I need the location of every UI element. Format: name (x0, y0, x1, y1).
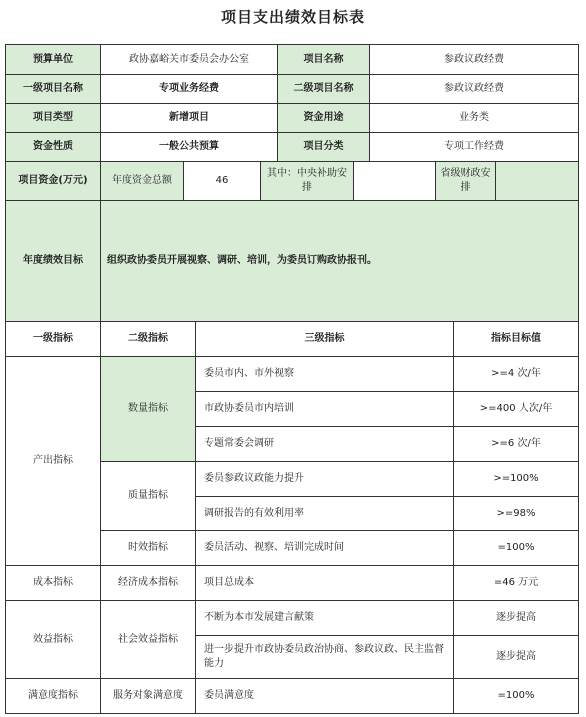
level2-project-value: 参政议政经费 (369, 74, 579, 104)
group-satisfaction: 满意度指标 (5, 678, 101, 714)
indicator-target: =46 万元 (453, 565, 579, 601)
fund-use-value: 业务类 (369, 103, 579, 133)
header-level2: 二级指标 (100, 321, 196, 357)
group-quantity: 数量指标 (100, 356, 196, 462)
project-name-label: 项目名称 (277, 44, 370, 75)
central-subsidy-label: 其中：中央补助安排 (260, 161, 354, 201)
indicator-name: 专题常委会调研 (195, 426, 454, 462)
group-quality: 质量指标 (100, 461, 196, 531)
indicator-name: 委员活动、视察、培训完成时间 (195, 530, 454, 566)
group-service-satisfaction: 服务对象满意度 (100, 678, 196, 714)
project-type-label: 项目类型 (5, 103, 101, 133)
group-social-benefit: 社会效益指标 (100, 600, 196, 679)
budget-unit-value: 政协嘉峪关市委员会办公室 (100, 44, 278, 75)
header-level3: 三级指标 (195, 321, 454, 357)
indicator-target: >=98% (453, 496, 579, 531)
indicator-target: >=4 次/年 (453, 356, 579, 392)
level2-project-label: 二级项目名称 (277, 74, 370, 104)
fund-use-label: 资金用途 (277, 103, 370, 133)
group-economic-cost: 经济成本指标 (100, 565, 196, 601)
annual-goal-text: 组织政协委员开展视察、调研、培训，为委员订购政协报刊。 (100, 200, 579, 322)
group-output: 产出指标 (5, 356, 101, 566)
project-type-value: 新增项目 (100, 103, 278, 133)
provincial-funds-label: 省级财政安排 (435, 161, 496, 201)
annual-funds-label: 年度资金总额 (100, 161, 184, 201)
group-benefit: 效益指标 (5, 600, 101, 679)
indicator-target: 逐步提高 (453, 600, 579, 636)
fund-nature-value: 一般公共预算 (100, 132, 278, 162)
project-funds-label: 项目资金(万元) (5, 161, 101, 201)
project-category-value: 专项工作经费 (369, 132, 579, 162)
project-category-label: 项目分类 (277, 132, 370, 162)
indicator-target: 逐步提高 (453, 635, 579, 679)
indicator-name: 市政协委员市内培训 (195, 391, 454, 427)
indicator-name: 进一步提升市政协委员政治协商、参政议政、民主监督能力 (195, 635, 454, 679)
page-title: 项目支出绩效目标表 (220, 8, 365, 26)
indicator-name: 委员参政议政能力提升 (195, 461, 454, 497)
indicator-name: 项目总成本 (195, 565, 454, 601)
indicator-name: 委员满意度 (195, 678, 454, 714)
project-name-value: 参政议政经费 (369, 44, 579, 75)
level1-project-label: 一级项目名称 (5, 74, 101, 104)
indicator-target: >=400 人次/年 (453, 391, 579, 427)
level1-project-value: 专项业务经费 (100, 74, 278, 104)
indicator-name: 调研报告的有效利用率 (195, 496, 454, 531)
indicator-name: 委员市内、市外视察 (195, 356, 454, 392)
group-timeliness: 时效指标 (100, 530, 196, 566)
indicator-target: =100% (453, 530, 579, 566)
budget-unit-label: 预算单位 (5, 44, 101, 75)
central-subsidy-value (353, 161, 436, 201)
annual-goal-label: 年度绩效目标 (5, 200, 101, 322)
indicator-target: >=100% (453, 461, 579, 497)
provincial-funds-value (495, 161, 579, 201)
indicator-name: 不断为本市发展建言献策 (195, 600, 454, 636)
indicator-target: =100% (453, 678, 579, 714)
fund-nature-label: 资金性质 (5, 132, 101, 162)
group-cost: 成本指标 (5, 565, 101, 601)
header-target: 指标目标值 (453, 321, 579, 357)
header-level1: 一级指标 (5, 321, 101, 357)
indicator-target: >=6 次/年 (453, 426, 579, 462)
annual-funds-value: 46 (183, 161, 261, 201)
